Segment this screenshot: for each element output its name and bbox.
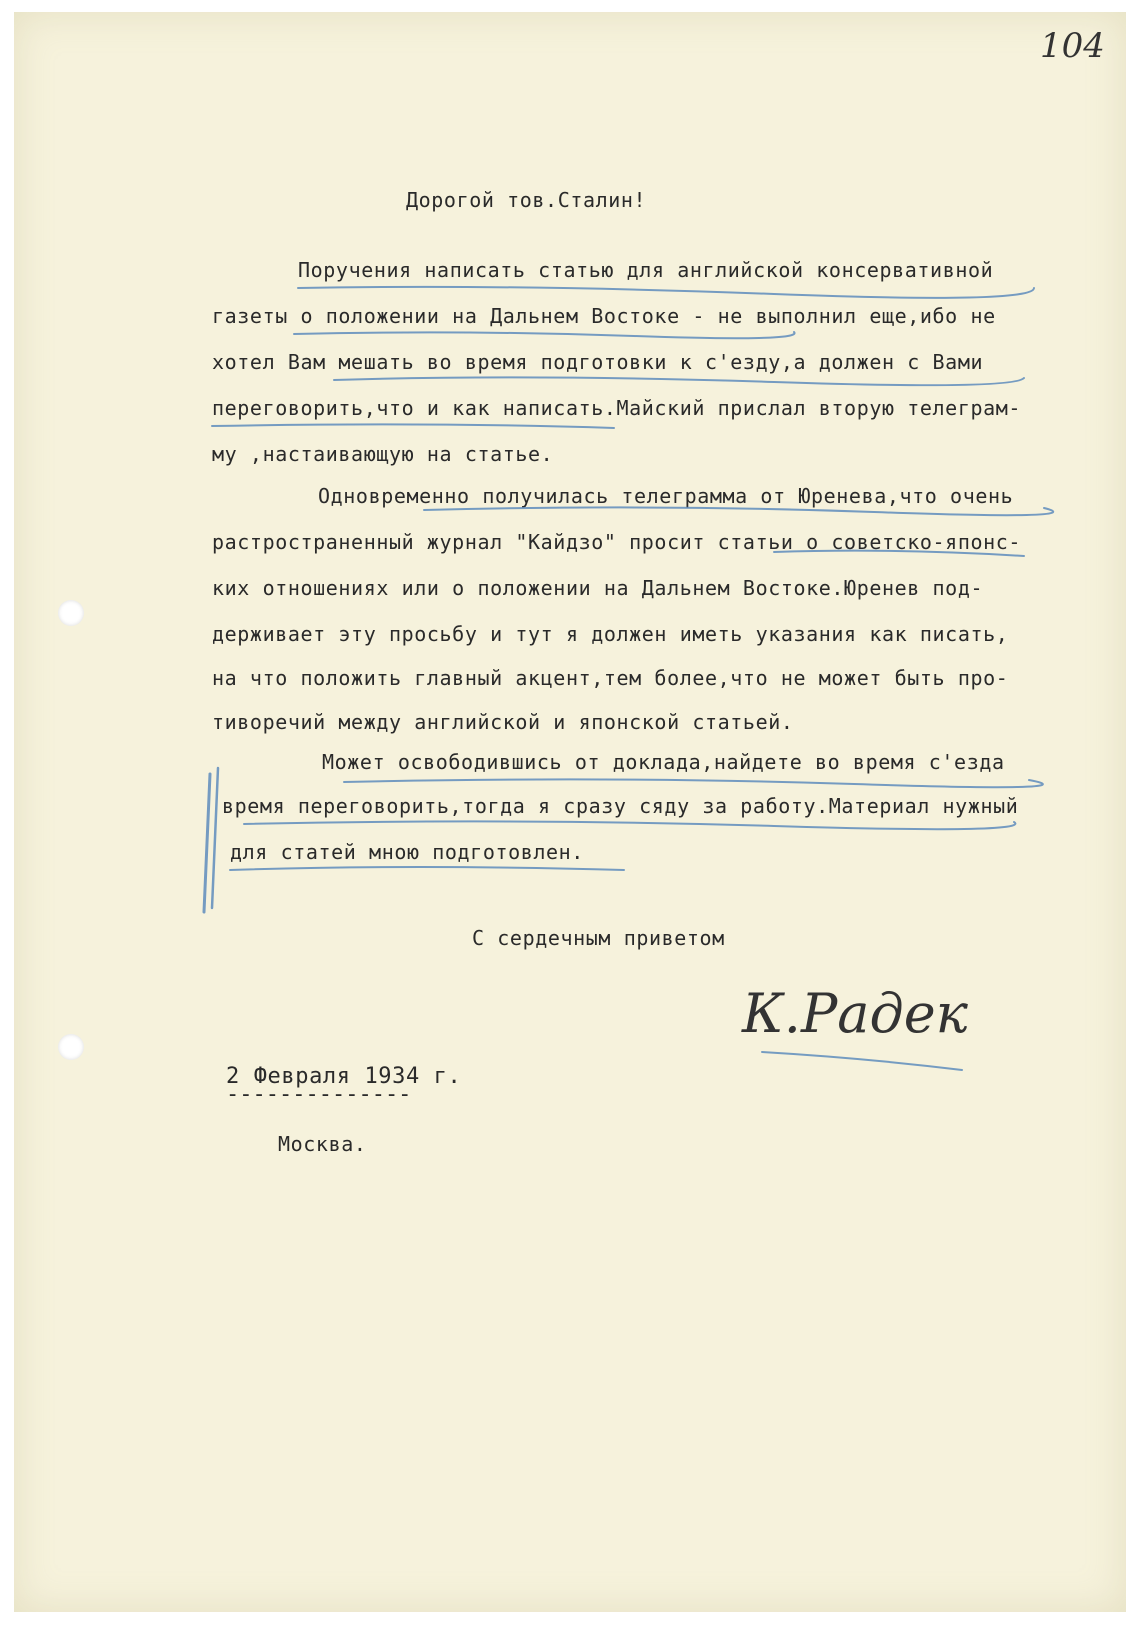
text-line: растространенный журнал "Кайдзо" просит статьи о советско-японс- (212, 530, 1022, 554)
place: Москва. (278, 1132, 367, 1156)
date-underline: -------------- (226, 1082, 412, 1107)
text-line: хотел Вам мешать во время подготовки к с'езду,а должен с Вами (212, 350, 984, 374)
signature: К.Радек (742, 982, 968, 1045)
text-line: тиворечий между английской и японской статьей. (212, 710, 794, 734)
text-line: для статей мною подготовлен. (230, 840, 584, 864)
salutation: Дорогой тов.Сталин! (406, 188, 647, 212)
text-line: му ,настаивающую на статье. (212, 442, 554, 466)
text-line: переговорить,что и как написать.Майский прислал вторую телеграм- (212, 396, 1022, 420)
document-page (14, 12, 1126, 1612)
closing: С сердечным приветом (472, 926, 725, 950)
text-line: Может освободившись от доклада,найдете во время с'езда (322, 750, 1005, 774)
text-line: на что положить главный акцент,тем более,что не может быть про- (212, 666, 1009, 690)
page-number: 104 (1040, 26, 1105, 66)
text-line: Поручения написать статью для английской консервативной (298, 258, 994, 282)
blue-pencil-marks (14, 12, 1126, 1612)
text-line: Одновременно получилась телеграмма от Юренева,что очень (318, 484, 1014, 508)
text-line: время переговорить,тогда я сразу сяду за работу.Материал нужный (222, 794, 1019, 818)
text-line: ких отношениях или о положении на Дальнем Востоке.Юренев под- (212, 576, 984, 600)
text-line: держивает эту просьбу и тут я должен иметь указания как писать, (212, 622, 1009, 646)
text-line: газеты о положении на Дальнем Востоке - не выполнил еще,ибо не (212, 304, 996, 328)
date: 2 Февраля 1934 г. (226, 1064, 462, 1089)
